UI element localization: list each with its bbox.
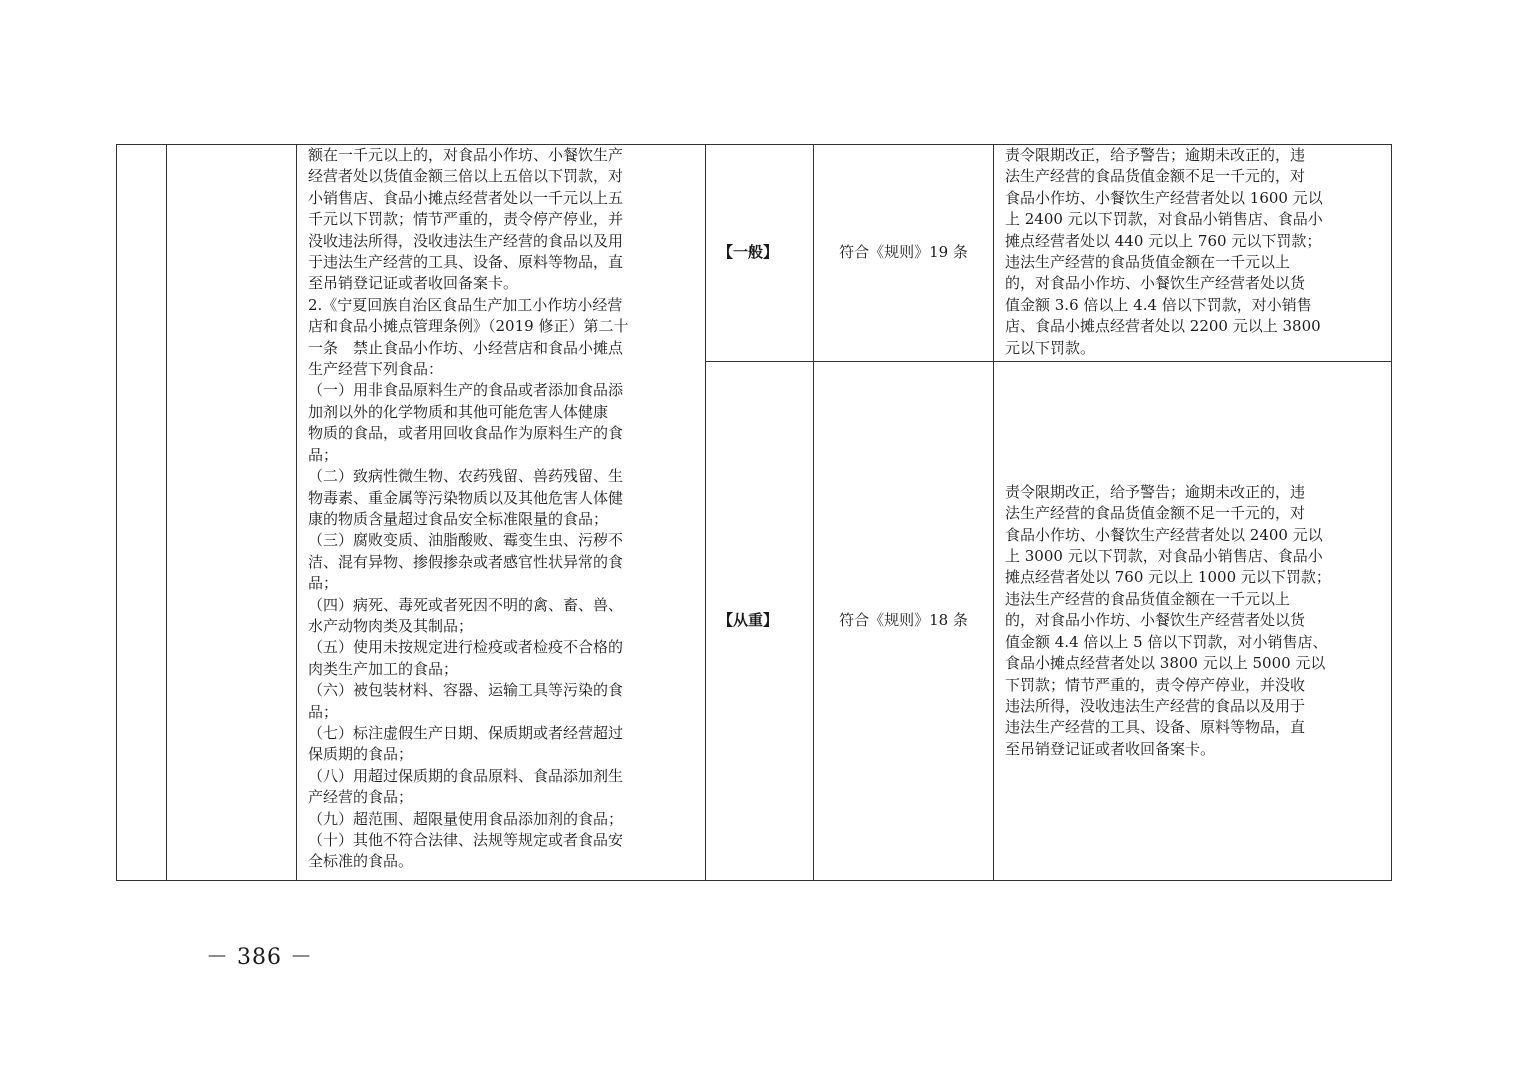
penalty-line: 违法生产经营的工具、设备、原料等物品，直 [1005,718,1306,737]
table-row-general [117,145,1392,362]
legal-basis-line: 生产经营下列食品： [308,360,444,379]
level-cell-severe [706,362,814,881]
legal-basis-line: 物毒素、重金属等污染物质以及其他危害人体健 [308,488,624,507]
penalty-line: 责令限期改正，给予警告；逾期未改正的，违 [1005,482,1306,501]
legal-basis-cell [297,145,706,881]
legal-basis-line: （四）病死、毒死或者死因不明的禽、畜、兽、 [308,595,624,614]
legal-basis-line: 品； [308,702,339,721]
condition-cell-general: 符合《规则》19 条 [814,145,994,362]
penalty-cell-general [994,145,1392,362]
legal-basis-line: （一）用非食品原料生产的食品或者添加食品添 [308,381,624,400]
legal-basis-line: （五）使用未按规定进行检疫或者检疫不合格的 [308,638,624,657]
penalty-line: 摊点经营者处以 760 元以上 1000 元以下罚款； [1005,568,1331,587]
violation-cell [167,145,297,881]
legal-basis-line: 肉类生产加工的食品； [308,659,459,678]
legal-basis-line: 小销售店、食品小摊点经营者处以一千元以上五 [308,188,624,207]
legal-basis-line: 产经营的食品； [308,788,414,807]
penalty-line: 至吊销登记证或者收回备案卡。 [1005,739,1216,758]
penalty-line: 食品小作坊、小餐饮生产经营者处以 2400 元以 [1005,525,1323,544]
legal-basis-line: 额在一千元以上的，对食品小作坊、小餐饮生产 [308,146,624,164]
legal-basis-line: 一条 禁止食品小作坊、小经营店和食品小摊点 [308,338,624,357]
penalty-line: 下罚款；情节严重的，责令停产停业，并没收 [1005,675,1306,694]
penalty-line: 元以下罚款。 [1005,338,1096,357]
legal-basis-line: 2.《宁夏回族自治区食品生产加工小作坊小经营 [308,295,623,314]
legal-basis-line: （六）被包装材料、容器、运输工具等污染的食 [308,681,624,700]
penalty-cell-severe [994,362,1392,881]
penalty-line: 法生产经营的食品货值金额不足一千元的，对 [1005,504,1306,523]
penalty-line: 的，对食品小作坊、小餐饮生产经营者处以货 [1005,611,1306,630]
legal-basis-line: （九）超范围、超限量使用食品添加剂的食品； [308,809,624,828]
legal-basis-line: 没收违法所得，没收违法生产经营的食品以及用 [308,231,624,250]
serial-cell [117,145,167,881]
legal-basis-line: 经营者处以货值金额三倍以上五倍以下罚款，对 [308,167,624,186]
penalty-line: 违法所得，没收违法生产经营的食品以及用于 [1005,696,1306,715]
page-number: － 386 － [206,945,313,970]
penalty-line: 食品小摊点经营者处以 3800 元以上 5000 元以 [1005,654,1326,673]
penalty-line: 上 2400 元以下罚款，对食品小销售店、食品小 [1005,210,1323,229]
penalty-line: 责令限期改正，给予警告；逾期未改正的，违 [1005,146,1306,164]
legal-basis-line: 全标准的食品。 [308,852,414,871]
legal-basis-line: 洁、混有异物、掺假掺杂或者感官性状异常的食 [308,552,624,571]
legal-basis-line: 品； [308,445,339,464]
penalty-line: 违法生产经营的食品货值金额在一千元以上 [1005,589,1291,608]
legal-basis-line: 康的物质含量超过食品安全标准限量的食品； [308,509,609,528]
legal-basis-line: （三）腐败变质、油脂酸败、霉变生虫、污秽不 [308,531,624,550]
penalty-line: 值金额 3.6 倍以上 4.4 倍以下罚款，对小销售 [1005,295,1312,314]
legal-basis-line: 加剂以外的化学物质和其他可能危害人体健康 [308,402,609,421]
penalty-table [116,144,1392,881]
legal-basis-line: 至吊销登记证或者收回备案卡。 [308,274,519,293]
condition-cell-severe: 符合《规则》18 条 [814,362,994,881]
penalty-line: 法生产经营的食品货值金额不足一千元的，对 [1005,167,1306,186]
legal-basis-line: 于违法生产经营的工具、设备、原料等物品，直 [308,253,624,272]
legal-basis-line: 店和食品小摊点管理条例》（2019 修正）第二十 [308,317,629,336]
legal-basis-line: 水产动物肉类及其制品； [308,616,474,635]
penalty-line: 食品小作坊、小餐饮生产经营者处以 1600 元以 [1005,188,1323,207]
legal-basis-line: （七）标注虚假生产日期、保质期或者经营超过 [308,723,624,742]
penalty-line: 的，对食品小作坊、小餐饮生产经营者处以货 [1005,274,1306,293]
legal-basis-line: 物质的食品，或者用回收食品作为原料生产的食 [308,424,624,443]
level-label-general: 【一般】 [718,243,779,262]
legal-basis-line: 千元以下罚款；情节严重的，责令停产停业，并 [308,210,624,229]
legal-basis-line: （八）用超过保质期的食品原料、食品添加剂生 [308,766,624,785]
penalty-line: 摊点经营者处以 440 元以上 760 元以下罚款； [1005,231,1322,250]
legal-basis-line: 保质期的食品； [308,745,414,764]
level-cell-general [706,145,814,362]
legal-basis-line: 品； [308,574,339,593]
penalty-line: 上 3000 元以下罚款，对食品小销售店、食品小 [1005,547,1323,566]
penalty-line: 值金额 4.4 倍以上 5 倍以下罚款，对小销售店、 [1005,632,1328,651]
penalty-line: 店、食品小摊点经营者处以 2200 元以上 3800 [1005,317,1321,336]
penalty-line: 违法生产经营的食品货值金额在一千元以上 [1005,253,1291,272]
legal-basis-line: （十）其他不符合法律、法规等规定或者食品安 [308,831,624,849]
legal-basis-line: （二）致病性微生物、农药残留、兽药残留、生 [308,467,624,486]
level-label-severe: 【从重】 [718,611,779,630]
